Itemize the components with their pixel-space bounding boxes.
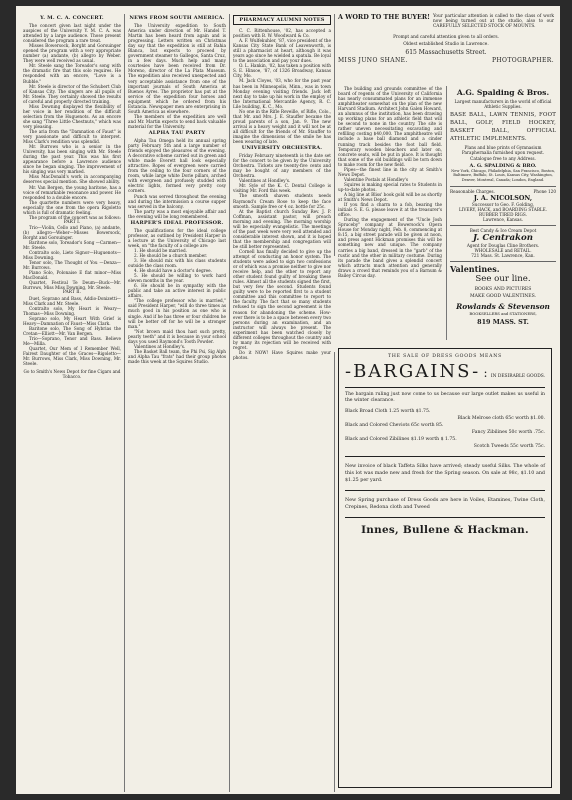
bargain-item: Scotch Tweeds 55c worth 75c.: [473, 444, 545, 449]
bargains-ad: [338, 348, 552, 788]
orchestra-para: At the Baptist church Sunday Rev. J. P. Coffman, assistant pastor, will preach morning and evening. The morning worship will be especially evangelistic. The meetings of the past week were very well attended and considerable interest shown, and it is hoped that the membership and congregation will be still better represented.: [233, 208, 331, 249]
program-item: Soprano solo, My Heart With Grief is Heavy—Damnation of Faust—Miss Clark.: [23, 315, 121, 326]
nicolson-city: Lawrence, Kansas.: [483, 217, 523, 223]
bargains-rule: [345, 387, 545, 388]
valentines-heading: Valentines.: [450, 264, 500, 275]
pharmacy-notes-box: PHARMACY ALUMNI NOTES: [233, 15, 331, 25]
nicolson-livery: LIVERY, HACK, and BOARDING STABLE.: [458, 207, 548, 213]
spalding-list: BASE BALL, LAWN TENNIS, FOOT BALL, GOLF, FIELD HOCKEY, BASKET BALL, OFFICIAL ATHLETIC IMPLEMENTS.: [450, 112, 556, 142]
concert-para: The quartette numbers were very heavy, especially the one from the opera Rigoletto which is full of dramatic feeling.: [23, 199, 121, 215]
program-part-one: PART I.: [63, 219, 81, 225]
column-pharmacy: [233, 14, 331, 360]
pharmacy-para: O. L. Hankin, '02, has taken a position with S. E. Hinsoe, '87, of 1326 Broadway, Kansas City, Mo.: [233, 63, 331, 79]
squires-photographer-ad: [338, 14, 554, 64]
program-item: Contralto solo, Lieto Signor—Huguenots—Miss Downing.: [23, 250, 121, 261]
cigar-ad: Go to Smith's News Depot for fine Cigars and Tobacco.: [23, 369, 121, 380]
column-local: [338, 86, 442, 278]
program-part-two: PART II.: [62, 290, 82, 296]
bargain-item: Black Broad Cloth 1.25 worth $1.75.: [345, 409, 431, 414]
spalding-catalogue: Catalogue free to any Address.: [470, 156, 536, 161]
local-para: During the engagement of the "Uncle Josh Spruceby" company at Bowersock's Opera House for Monday night, Feb. 8, commencing at 8:15, a big street parade will be given at noon, and press agent Hickman promises this will be something new and unique. The company carries a big band, dressed in the "garb" of the rustic and the other in military costume. During its parade the band gives a splendid concert which attracts much attention and generally draws a crowd that reminds you of a Barnum & Bailey Circus day.: [338, 217, 442, 278]
concert-para: Mr. Steele sang the Toreador's song with the dramatic fire that this solo requires. He responded with an encore, "Love is a Bubble.": [23, 63, 121, 84]
column-concert: [23, 14, 121, 379]
program-item: Duet, Soprano and Bass, Addio-Donizetti—Miss Clark and Mr. Steele.: [23, 295, 121, 306]
orchestra-heading: UNIVERSITY ORCHESTRA.: [241, 145, 323, 152]
program-item: Tenor solo, The Thought of You —Denza—Mr. Burrows.: [23, 260, 121, 271]
news-para: 5. He should be willing to work hard eleven months in the year.: [128, 273, 226, 284]
bargains-title: -BARGAINS-: [345, 361, 481, 382]
orchestra-para: Mr. Syle of the K. C. Dental College is visiting Mr. Ford this week.: [233, 183, 331, 194]
local-para: Squires is making special rates to Students in up-to-date photos.: [338, 181, 442, 192]
nicolson-reasonable: Reasonable Charges.: [450, 189, 495, 195]
ad-divider: [450, 225, 556, 226]
bargains-top: THE SALE OF DRESS GOODS MEANS: [387, 354, 503, 359]
column-ads: [450, 88, 556, 327]
bargain-item: Black and Colored Zibilines $1.19 worth $ 1.75.: [345, 437, 457, 442]
see-our-line: See our line.: [475, 274, 531, 285]
news-para: 3. He should mix with his class students outside the class room.: [128, 258, 226, 269]
news-para: 6. He should be in sympathy with the public and take an active interest in public affairs.: [128, 283, 226, 299]
program-item: Baritone solo, Toreador's Song —Carmen—Mr. Steele.: [23, 240, 121, 251]
column-news: [128, 14, 226, 364]
column-rule: [334, 352, 335, 792]
column-rule: [124, 14, 125, 792]
column-rule: [229, 14, 230, 792]
bargain-item: Black Melrose cloth 65c worth $1.00.: [457, 416, 545, 421]
column-rule: [334, 14, 335, 256]
news-para: 2. He should be a church member.: [134, 252, 208, 258]
news-para: The qualifications for the ideal college professor, as outlined by President Harper in a lecture at the University of Chicago last week, on "the faculty of a college are:: [128, 227, 226, 248]
local-para: If you find a charm to a fob, bearing the initials S. E. G. please leave it at the treasurer's office.: [338, 202, 442, 218]
bargains-store: Innes, Bullene & Hackman.: [361, 524, 529, 536]
bargains-intro: The bargain ruling just now come to us because our large outlet makes us useful in the winter clearance.: [345, 392, 545, 403]
squires-title: A WORD TO THE BUYER!: [338, 13, 430, 21]
pharmacy-para: C. C. Rittenhouse, '02, has accepted a position with B. W. Woodward & Co.: [233, 28, 331, 39]
harper-heading: HARPER'S IDEAL PROFESSOR.: [130, 219, 224, 226]
squires-address: 615 Massachusetts Street.: [405, 49, 487, 57]
concert-para: The concert given last night under the auspices of the University Y. M. C. A. was attended by a large audience. Those present considered the program a rare treat.: [23, 23, 121, 44]
news-para: "Not brown maid thou hast such pretty, pearly teeth" and it is because in your school days you used Raymond's Tooth Powder.: [128, 328, 226, 344]
squires-name: MISS JUNO SHANE.: [338, 57, 408, 65]
spalding-plans: Plans and blue prints of Gymnasium Paraphernalia furnished upon request.: [461, 145, 545, 155]
orchestra-para: The smooth shaven students needs Raymond's Cream Rose to keep the face smooth. Sample free or 4 oz. bottle for 25c.: [233, 193, 331, 209]
news-para: "The college professor who is married," said President Harper, "will do three times as much good in his position as one who is single. And if he has three or four children he will be better off for he will be a stronger man.": [128, 298, 226, 329]
make-good: MAKE GOOD VALENTINES.: [469, 294, 537, 300]
nicolson-tires: RUBBER TIRED RIGS.: [479, 212, 527, 218]
program-item: Contralto solo, My Heart is Weary—Thomas—Miss Downing.: [23, 305, 121, 316]
concert-heading: Y. M. C. A. CONCERT.: [40, 15, 104, 21]
local-para: Valentine Postals at Hondley's: [344, 176, 409, 182]
spalding-cities: New York, Chicago, Philadelphia, San Francisco, Boston, Baltimore, Buffalo, St. Louis, Kansas City, Washington, Denver, Montreal, Canada; London, England.: [451, 169, 555, 182]
news-para: The party was a most enjoyable affair and the evening will be long remembered.: [128, 208, 226, 219]
squires-prompt: Prompt and careful attention given to all orders.: [393, 34, 499, 40]
program-item: Trio—Soprano, Tenor and Bass. Believe Me—Milla.: [23, 335, 121, 346]
nicolson-name: J. A. NICOLSON,: [473, 194, 533, 203]
candy-line: Best Candy & Ice Cream Depot: [469, 228, 537, 234]
concert-para: Mr. Steele is director of the Schubert Club of Kansas City. The singers are all pupils of Mr. Steele. They certainly showed the results of careful and properly directed training.: [23, 83, 121, 104]
concert-para: Miss MacDonald's work in accompanying deserves special mention. She showed ability.: [23, 174, 121, 185]
spalding-name: A.G. Spalding & Bros.: [456, 88, 550, 97]
squires-oldest: Oldest established Studio in Lawrence.: [403, 41, 489, 47]
spalding-name-two: A. G. SPALDING & BRO.: [469, 163, 537, 169]
squires-photographer-label: PHOTOGRAPHER.: [491, 57, 554, 65]
orchestra-para: Cornell has finally decided to give up the attempt of conducting an honor system. The students were asked to sign two confessions or of which was a promise neither to give nor receive help, and the other to report any other student found guilty of breaking these rules. Almost all the students signed the first, but very few the second. Students found guilty were to be reported first to a student committee and this committee to report to the faculty. The fact that so many students refused to sign the second agreement is the reason for abandoning the scheme. How- ever there is to be a space between every two persons during an examination, and an instructor will always be present. The experiment has been watched closely by different colleges throughout the country and by many its rejection will be received with regret.: [233, 248, 331, 350]
news-para: The Basket Ball team, the Phi Psi, Sig Alph and Alpha Tau "frats" had their group photos made this week at the Squires Studio.: [128, 348, 226, 364]
candy-agent: Agent for Douglas Cline Brothers.: [466, 243, 540, 249]
local-para: Pipes—the finest line in the city at Smith's News Depot.: [338, 166, 442, 177]
rowlands-name: Rowlands & Stevenson: [456, 302, 550, 312]
bargain-item: Black and Colored Cheviots 65c worth 85.: [345, 423, 444, 428]
concert-para: The program of the concert was as follows:: [29, 214, 121, 220]
news-para: The University expedition to South America under direction of Mr. Handel T. Martin has been heard from again and is progressing. Letters written on Christmas day say that the expedition is still at Bahia Blanca, but expects to proceed by government steamer to Gallegos, Santa Cruz, in a few days. Much help and many courtesies have been received from Dr. Moreno, director of the La Plata Museum. The expedition also received unexpected and very acceptable assistance from one of the important journals of South America at Buenos Ayres. The proprietor has put at the service of the expedition four horses and equipment which he ordered from his Estancia. Newspaper men are enterprising in South America as elsewhere.: [128, 23, 226, 114]
concert-para: Mr. Van Bergen, the young baritone, has a voice of remarkable resonance and power. He responded to a double encore.: [23, 184, 121, 200]
program-item: Quartet, Festival Te Deum—Buck—Mr. Burrows, Miss Miss Downing, Mr. Steele.: [23, 280, 121, 291]
concert-para: The aria from the "Damnation of Faust" is very passionate and difficult to interpret. Miss Clark's rendition was splendid.: [23, 128, 121, 145]
ad-divider: [450, 186, 556, 187]
candy-address: 721 Mass. St. Lawrence, Kan.: [471, 253, 535, 259]
spalding-intro: Largest manufacturers in the world of official Athletic Supplies.: [454, 99, 552, 109]
pharmacy-para: No one in the Rifle Reveille, of Rifle, Colo., that Mr. and Mrs. J. E. Stauffer became the proud parents of a son, Jan. 9. The new arrival is a heavy weight and it will not be at all difficult for the friends of Mr. Stauffer to imagine the dimensions of the smile he has been wearing of late.: [233, 108, 331, 145]
news-para: Valentines at Hondley's.: [134, 343, 186, 349]
pharmacy-para: A. F. Wulfekuhler, '87, vice president of the Kansas City State Bank of Leavenworth, is still a pharmacist at heart, although it was years ago since he wielded a spatula. Be loyal to the association and pay your dues.: [233, 38, 331, 64]
concert-para: Miss Downing displayed the flexibility of her voice in her rendition of the difficult selection from the Huguenots. As an encore she sang "Three Little Chestnuts," which was very pleasing.: [23, 103, 121, 129]
pharmacy-para: M. Jack Cloyes, '03, who for the past year has been in Minneapolis, Minn., was in town Monday evening visiting friends. Jack left next day to take up his work in the employ of the International Mercantile Agency, R. C. Lile building, K. C., Mo.: [233, 78, 331, 109]
newspaper-page: [16, 6, 560, 794]
local-para: The building and grounds committee of the board of regents of the University of California has nearly consummated plans for an immense amphitheater somewhat on the plan of the new Harvard Stadium. Architect John Galen Howard, an alumnus of the institution, has been drawing up working plans for an athletic field that will be second to none in the country. The site is rather uneven necessitating excavating and refilling costing $40,000. The amphitheatre will include a base ball diamond and a cinder running track besides the foot ball field. Temporary wooden bleachers and later on, concrete seats, will be put in place. It is thought that some of the old buildings will be torn down to make room for the new field.: [338, 86, 442, 167]
nicolson-successor: Successor to Geo. F. Golding,: [471, 202, 535, 208]
news-para: 4. He should have a doctor's degree.: [134, 268, 212, 274]
bargains-silks: New invoice of black Taffeta Silks have arrived; steady useful Silks. The whole of this lot was made new and fresh for the Spring season. On sale at 98c, $1.10 and $1.25 per yard.: [345, 464, 545, 483]
candy-name: J. Centrakon: [473, 233, 533, 244]
bargains-rule: [345, 456, 545, 457]
news-para: Punch was served throughout the evening and during the intermission a course supper was served in the balcony.: [128, 193, 226, 209]
bargains-colon: :: [483, 366, 488, 380]
program-item: Baritone solo, The Song of Hybrias the Cretan—Elliott—Mr. Van Bergen.: [23, 325, 121, 336]
bargains-rule: [345, 490, 545, 491]
concert-para: Misses Bowersock, Borght and Gorsuinger opened the program with a very appropriate number (a) andante, (b) allegro by Weber. They were well received as usual.: [23, 43, 121, 64]
squires-text: Your particular attention is called to the class of work now being turned out at the studio, also to our CAREFULLY SELECTED STOCK OF MOUNTS.: [432, 14, 554, 30]
program-item: Quartet, Our Mem of I Remember Well, Fairest Daughter of the Graces—Rigoletto—Mr. Burrows, Miss Clark, Miss Downing, Mr. Steele.: [23, 346, 121, 367]
bargains-sub: IN DESIRABLE GOODS.: [490, 374, 545, 379]
bargains-rule: [345, 517, 545, 518]
orchestra-para: Friday February nineteenth is the date set for the concert to be given by the University Orchestra. Tickets are twenty-five cents and may be bought of any members of the Orchestra.: [233, 153, 331, 179]
rowlands-sub: BOOKSELLERS and STATIONERS,: [469, 311, 537, 317]
nicolson-phone: Phone 120: [533, 189, 556, 195]
ad-divider: [450, 261, 556, 262]
south-america-heading: NEWS FROM SOUTH AMERICA.: [129, 15, 225, 21]
column-rule: [446, 86, 447, 340]
books-pictures: BOOKS AND PICTURES: [474, 287, 532, 293]
orchestra-para: Valentines at Hondley's.: [239, 178, 291, 184]
program-item: Trio—Violin, Cello and Piano, (a) andante, (b) allegro—Weber—Misses Bowersock, Borght and Gorsuinger.: [23, 224, 121, 240]
program-item: Piano Solo, Polonaise E flat minor—Miss MacDonald.: [23, 270, 121, 281]
bargains-spring: New Spring purchase of Dress Goods are here in Voiles, Etamines, Twine Cloth, Crepines, Redona cloth and Tweed: [345, 498, 545, 510]
bargain-item: Fancy Zibilines 50c worth .75c.: [471, 430, 545, 435]
orchestra-para: Do it NOW! Have Squires make your photos.: [233, 349, 331, 360]
candy-wholesale: WHOLESALE and RETAIL.: [474, 248, 532, 254]
news-para: Alpha Tau Omega held its annual spring party February 5th and a large number of friends enjoyed the pleasures of the evening. A decorative scheme carried out in green and white made Everett hall look especially attractive. Ropes of evergreen were carried from the ceiling to the four corners of the room, while large white Dorie pillars, arched with evergreen and profusely studded with electric lights, formed very pretty cosy corners.: [128, 137, 226, 194]
news-para: The members of the expedition are well and Mr. Martin expects to send back valuable material for the University.: [128, 113, 226, 129]
news-para: 1. He should be married.: [134, 247, 187, 253]
rowlands-address: 819 MASS. ST.: [477, 318, 529, 327]
concert-para: Mr. Burrows who is a senior in the University, has been singing with Mr. Steele during the past year. This was his first appearance before a Lawrence audience since he began singing. The improvement of his singing was very marked.: [23, 144, 121, 175]
alpha-tau-heading: ALPHA TAU PARTY: [148, 129, 206, 136]
local-para: A big line at Bliss' book gold will be as shortly at Smith's News Depot.: [338, 191, 442, 203]
